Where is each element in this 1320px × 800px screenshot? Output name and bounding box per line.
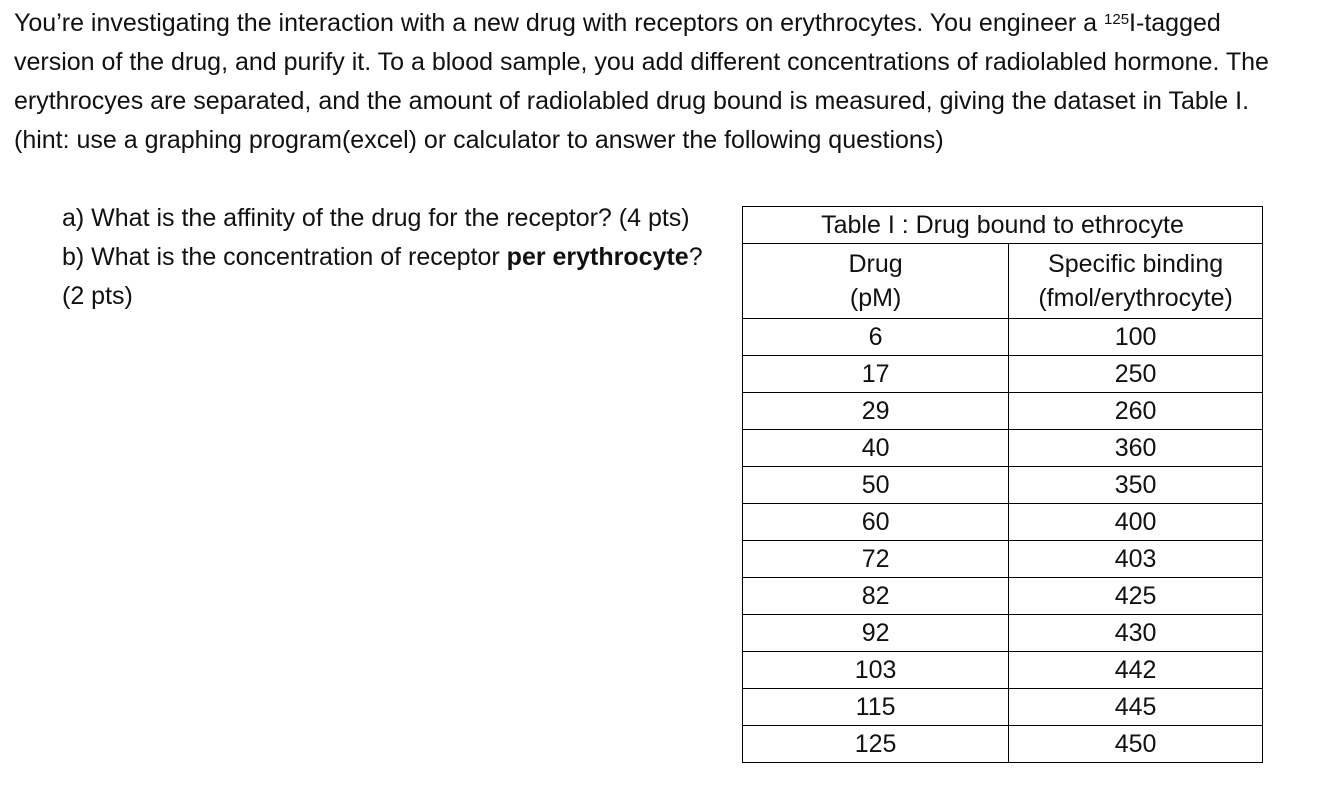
table-body bbox=[743, 319, 1263, 763]
table-caption: Table I : Drug bound to ethrocyte bbox=[743, 207, 1263, 244]
intro-text-start: You’re investigating the interaction with a new drug with receptors on erythrocytes. You engineer a bbox=[14, 9, 1105, 37]
specific-binding-cell: 400 bbox=[1009, 504, 1263, 541]
specific-binding-cell: 450 bbox=[1009, 726, 1263, 763]
table-row bbox=[743, 726, 1263, 763]
specific-binding-cell: 403 bbox=[1009, 541, 1263, 578]
specific-binding-cell: 350 bbox=[1009, 467, 1263, 504]
binding-header-unit: (fmol/erythrocyte) bbox=[1038, 284, 1233, 312]
binding-data-table bbox=[742, 206, 1263, 763]
binding-header-label: Specific binding bbox=[1048, 250, 1224, 278]
drug-concentration-cell: 72 bbox=[743, 541, 1009, 578]
question-b-emphasis: per erythrocyte bbox=[506, 243, 689, 271]
intro-paragraph bbox=[14, 4, 1304, 160]
specific-binding-cell: 260 bbox=[1009, 393, 1263, 430]
table-row bbox=[743, 615, 1263, 652]
isotope-superscript: 125 bbox=[1104, 11, 1130, 28]
question-b bbox=[62, 238, 712, 316]
question-a: a) What is the affinity of the drug for the receptor? (4 pts) bbox=[62, 204, 690, 232]
specific-binding-cell: 425 bbox=[1009, 578, 1263, 615]
table-row bbox=[743, 430, 1263, 467]
binding-column-header bbox=[1009, 244, 1263, 319]
specific-binding-cell: 250 bbox=[1009, 356, 1263, 393]
drug-header-unit: (pM) bbox=[849, 284, 902, 312]
table-row bbox=[743, 319, 1263, 356]
drug-concentration-cell: 50 bbox=[743, 467, 1009, 504]
table-row bbox=[743, 393, 1263, 430]
table-row bbox=[743, 652, 1263, 689]
drug-concentration-cell: 115 bbox=[743, 689, 1009, 726]
specific-binding-cell: 100 bbox=[1009, 319, 1263, 356]
drug-concentration-cell: 82 bbox=[743, 578, 1009, 615]
questions-block bbox=[62, 199, 712, 316]
drug-concentration-cell: 17 bbox=[743, 356, 1009, 393]
specific-binding-cell: 360 bbox=[1009, 430, 1263, 467]
table-row bbox=[743, 467, 1263, 504]
table-row bbox=[743, 541, 1263, 578]
question-b-points: ? (2 pts) bbox=[62, 243, 703, 310]
drug-concentration-cell: 6 bbox=[743, 319, 1009, 356]
specific-binding-cell: 430 bbox=[1009, 615, 1263, 652]
drug-concentration-cell: 125 bbox=[743, 726, 1009, 763]
table-row bbox=[743, 356, 1263, 393]
drug-concentration-cell: 92 bbox=[743, 615, 1009, 652]
drug-concentration-cell: 40 bbox=[743, 430, 1009, 467]
drug-concentration-cell: 60 bbox=[743, 504, 1009, 541]
drug-concentration-cell: 29 bbox=[743, 393, 1009, 430]
intro-text-end: I-tagged version of the drug, and purify it. To a blood sample, you add different concentrations of radiolabled hormone. The erythrocyes are separated, and the amount of radiolabled drug bound is measured, giving the dataset in Table I. (hint: use a graphing program(excel) or calculator to answer the following questions) bbox=[14, 9, 1269, 154]
question-b-text: b) What is the concentration of receptor bbox=[62, 243, 507, 271]
table-row bbox=[743, 504, 1263, 541]
specific-binding-cell: 445 bbox=[1009, 689, 1263, 726]
table-row bbox=[743, 689, 1263, 726]
drug-concentration-cell: 103 bbox=[743, 652, 1009, 689]
specific-binding-cell: 442 bbox=[1009, 652, 1263, 689]
drug-header-label: Drug bbox=[848, 250, 903, 278]
drug-column-header bbox=[743, 244, 1009, 319]
table-row bbox=[743, 578, 1263, 615]
